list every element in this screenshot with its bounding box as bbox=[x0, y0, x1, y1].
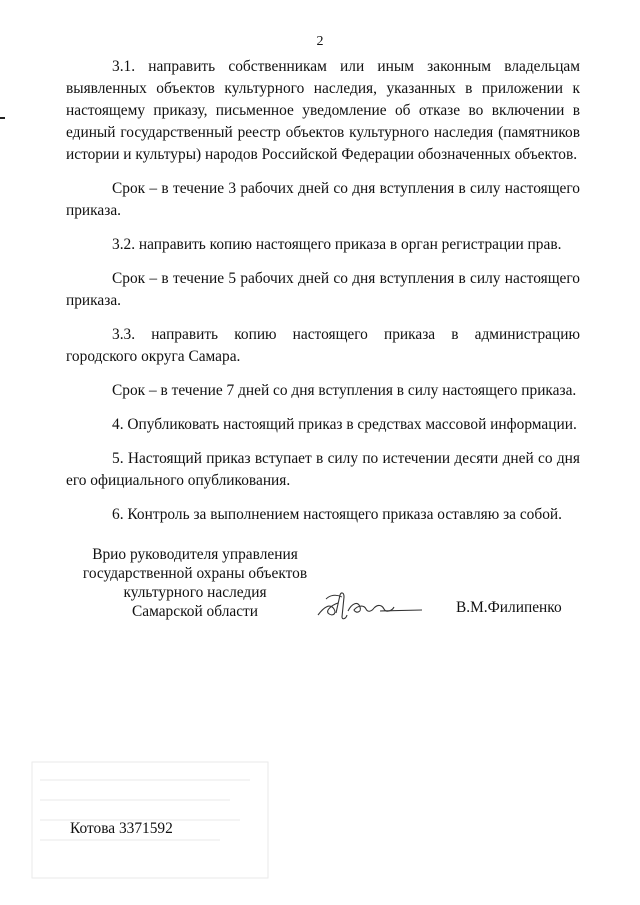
paragraph-6: 6. Контроль за выполнением настоящего приказа оставляю за собой. bbox=[112, 506, 562, 523]
signatory-title-line: Врио руководителя управления bbox=[92, 546, 298, 563]
margin-mark bbox=[0, 117, 5, 119]
deadline-3-2: Срок – в течение 5 рабочих дней со дня вступления в силу настоящего приказа. bbox=[66, 270, 580, 309]
page-number: 2 bbox=[316, 34, 324, 49]
paragraph-3-1: 3.1. направить собственникам или иным законным владельцам выявленных объектов культурного наследия, указанных в приложении к настоящему приказу, письменное уведомление об отказе во включении в единый государственный реестр объектов культурного наследия (памятников истории и культуры) народов Российской Федерации обозначенных объектов. bbox=[66, 58, 580, 163]
signatory-title-line: культурного наследия bbox=[123, 584, 267, 601]
signature-block bbox=[0, 545, 640, 625]
deadline-3-3: Срок – в течение 7 дней со дня вступления в силу настоящего приказа. bbox=[112, 382, 577, 399]
signatory-name: В.М.Филипенко bbox=[456, 599, 562, 616]
paragraph-4: 4. Опубликовать настоящий приказ в средствах массовой информации. bbox=[112, 416, 577, 433]
signatory-title bbox=[70, 545, 320, 621]
handwritten-signature bbox=[314, 589, 424, 623]
paragraph-5: 5. Настоящий приказ вступает в силу по истечении десяти дней со дня его официального опубликования. bbox=[66, 450, 580, 489]
deadline-3-1: Срок – в течение 3 рабочих дней со дня вступления в силу настоящего приказа. bbox=[66, 180, 580, 219]
paragraph-3-3: 3.3. направить копию настоящего приказа в администрацию городского округа Самара. bbox=[66, 326, 580, 365]
document-body bbox=[66, 56, 580, 538]
executor-contact: Котова 3371592 bbox=[70, 820, 173, 837]
signatory-title-line: государственной охраны объектов bbox=[82, 565, 308, 582]
paragraph-3-2: 3.2. направить копию настоящего приказа в орган регистрации прав. bbox=[112, 236, 562, 253]
signatory-title-line: Самарской области bbox=[131, 603, 258, 620]
